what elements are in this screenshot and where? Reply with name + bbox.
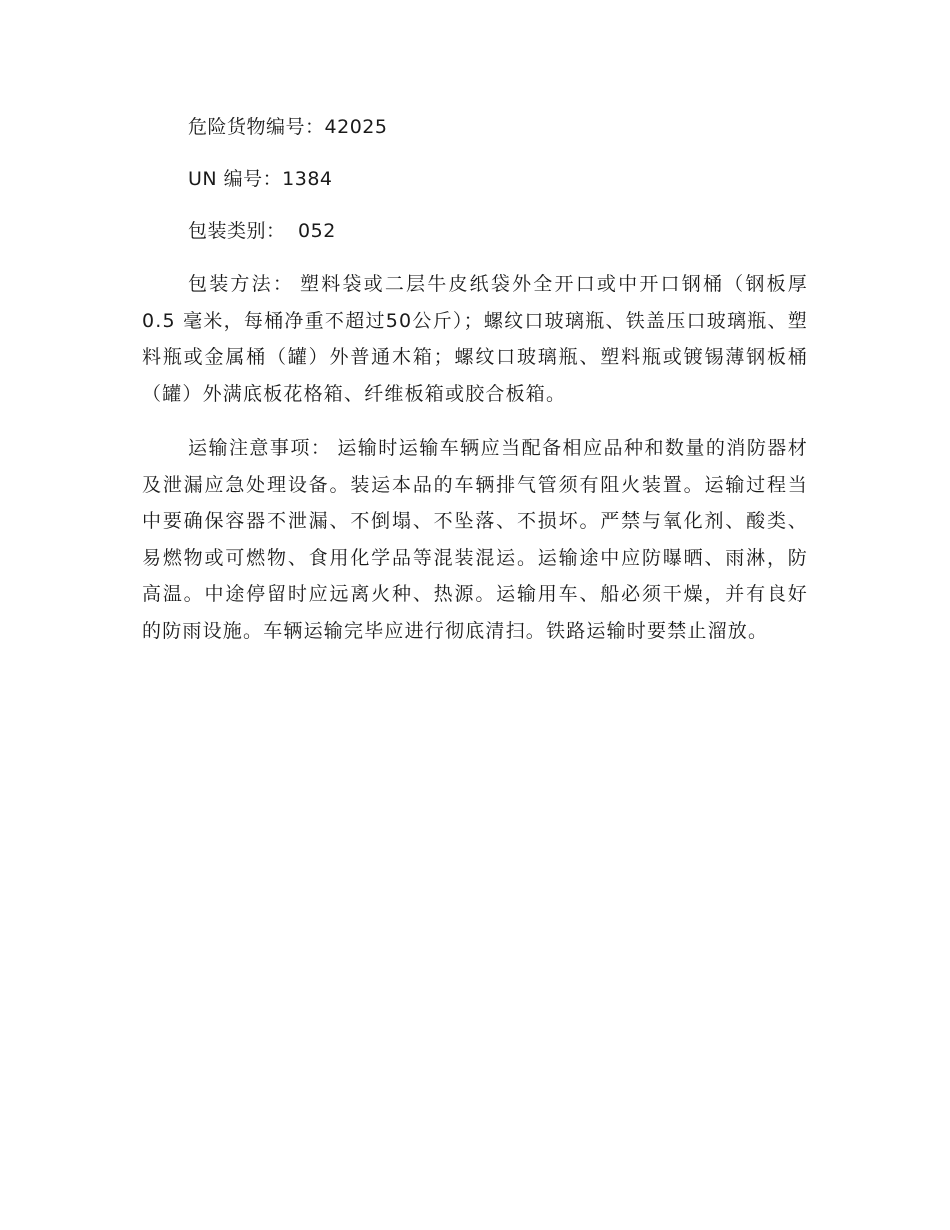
dangerous-goods-number-label: 危险货物编号： [188,116,325,138]
document-body [142,110,808,667]
un-number-label: UN 编号： [188,168,283,190]
dangerous-goods-number-value: 42025 [324,116,388,138]
transport-notes-label: 运输注意事项： [188,437,332,459]
packing-group-line [142,214,808,248]
packaging-method-paragraph [142,266,808,412]
un-number-value: 1384 [282,168,333,190]
packing-group-value: 052 [291,220,336,242]
transport-notes-paragraph [142,430,808,649]
dangerous-goods-number-line [142,110,808,144]
un-number-line [142,162,808,196]
packaging-method-label: 包装方法： [188,273,295,295]
packing-group-label: 包装类别： [188,220,286,242]
packaging-method-text: 塑料袋或二层牛皮纸袋外全开口或中开口钢桶（钢板厚0.5 毫米，每桶净重不超过50公斤）；螺纹口玻璃瓶、铁盖压口玻璃瓶、塑料瓶或金属桶（罐）外普通木箱；螺纹口玻璃瓶、塑料瓶或镀锡薄钢板桶（罐）外满底板花格箱、纤维板箱或胶合板箱。 [142,273,808,405]
transport-notes-text: 运输时运输车辆应当配备相应品种和数量的消防器材及泄漏应急处理设备。装运本品的车辆排气管须有阻火装置。运输过程当中要确保容器不泄漏、不倒塌、不坠落、不损坏。严禁与氧化剂、酸类、易燃物或可燃物、食用化学品等混装混运。运输途中应防曝晒、雨淋，防高温。中途停留时应远离火种、热源。运输用车、船必须干燥，并有良好的防雨设施。车辆运输完毕应进行彻底清扫。铁路运输时要禁止溜放。 [142,437,808,642]
